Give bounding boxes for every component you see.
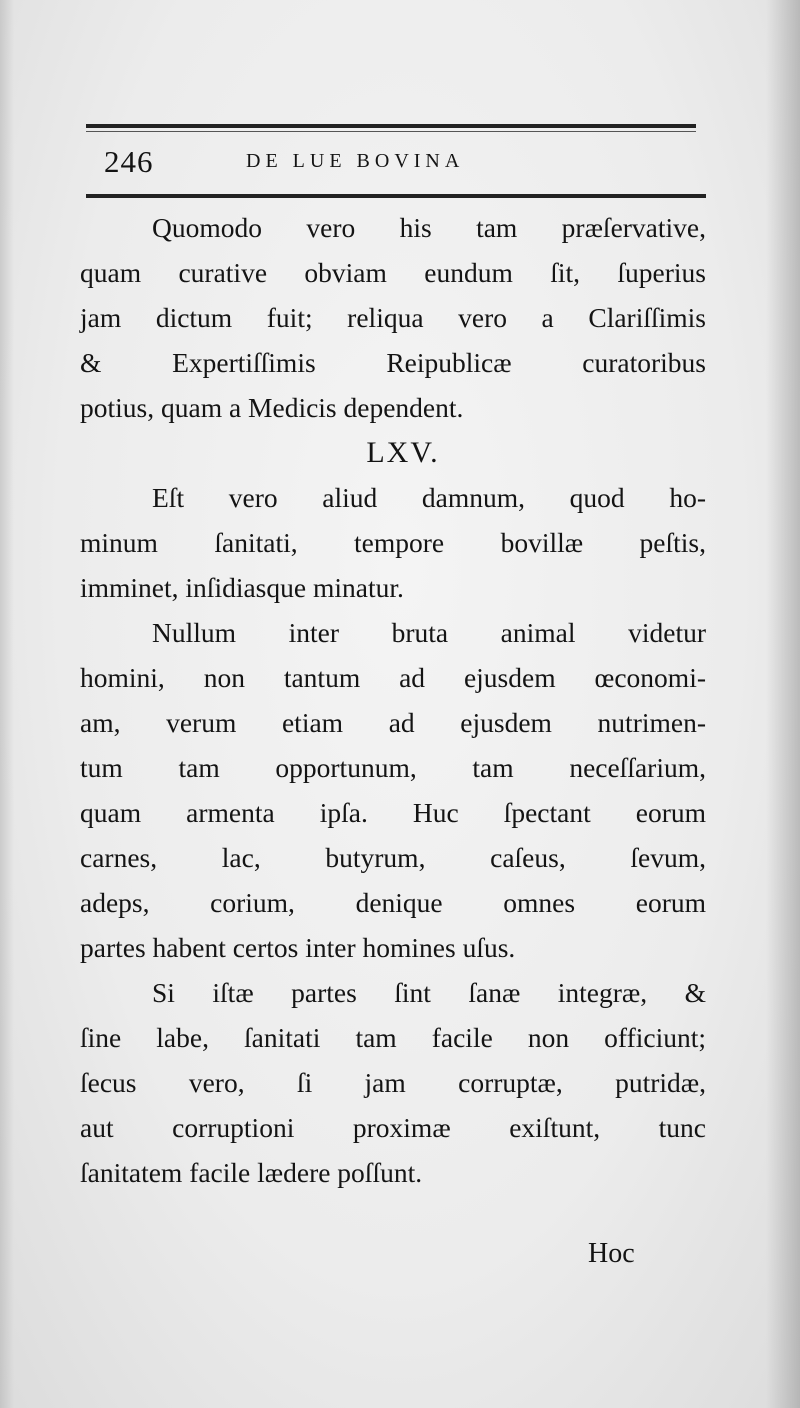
text-line: adeps, corium, denique omnes eorum <box>80 887 706 918</box>
header-top-thin-rule <box>86 131 696 132</box>
paragraph-4 <box>80 970 706 1195</box>
text-line: minum ſanitati, tempore bovillæ peſtis, <box>80 527 706 558</box>
header-bottom-rule <box>86 194 706 198</box>
header-top-rule <box>86 124 696 128</box>
text-line: Nullum inter bruta animal videtur <box>152 617 706 648</box>
running-head: DE LUE BOVINA <box>246 150 465 172</box>
text-line: homini, non tantum ad ejusdem œconomi- <box>80 662 706 693</box>
paragraph-3 <box>80 610 706 970</box>
text-line: Si iſtæ partes ſint ſanæ integræ, & <box>152 977 706 1008</box>
text-line: ſine labe, ſanitati tam facile non officiunt; <box>80 1022 706 1053</box>
text-line: quam curative obviam eundum ſit, ſuperius <box>80 257 706 288</box>
text-line: aut corruptioni proximæ exiſtunt, tunc <box>80 1112 706 1143</box>
text-line: tum tam opportunum, tam neceſſarium, <box>80 752 706 783</box>
paragraph-2 <box>80 475 706 610</box>
text-line: quam armenta ipſa. Huc ſpectant eorum <box>80 797 706 828</box>
paragraph-1 <box>80 205 706 430</box>
text-line: am, verum etiam ad ejusdem nutrimen- <box>80 707 706 738</box>
text-line: Eſt vero aliud damnum, quod ho- <box>152 482 706 513</box>
page-header <box>92 144 652 184</box>
page-gutter-shadow <box>0 0 14 1408</box>
section-heading: LXV. <box>366 436 440 469</box>
text-line: jam dictum fuit; reliqua vero a Clariſſimis <box>80 302 706 333</box>
text-line: partes habent certos inter homines uſus. <box>80 932 516 963</box>
catchword: Hoc <box>588 1238 635 1269</box>
text-line: ſecus vero, ſi jam corruptæ, putridæ, <box>80 1067 706 1098</box>
text-line: Quomodo vero his tam præſervative, <box>152 212 706 243</box>
text-line: imminet, inſidiasque minatur. <box>80 572 404 603</box>
text-line: carnes, lac, butyrum, caſeus, ſevum, <box>80 842 706 873</box>
page-number: 246 <box>104 144 154 179</box>
text-line: & Expertiſſimis Reipublicæ curatoribus <box>80 347 706 378</box>
page-edge-shadow <box>766 0 800 1408</box>
text-line: ſanitatem facile lædere poſſunt. <box>80 1157 423 1188</box>
body-text <box>80 205 706 1195</box>
text-line: potius, quam a Medicis dependent. <box>80 392 464 423</box>
